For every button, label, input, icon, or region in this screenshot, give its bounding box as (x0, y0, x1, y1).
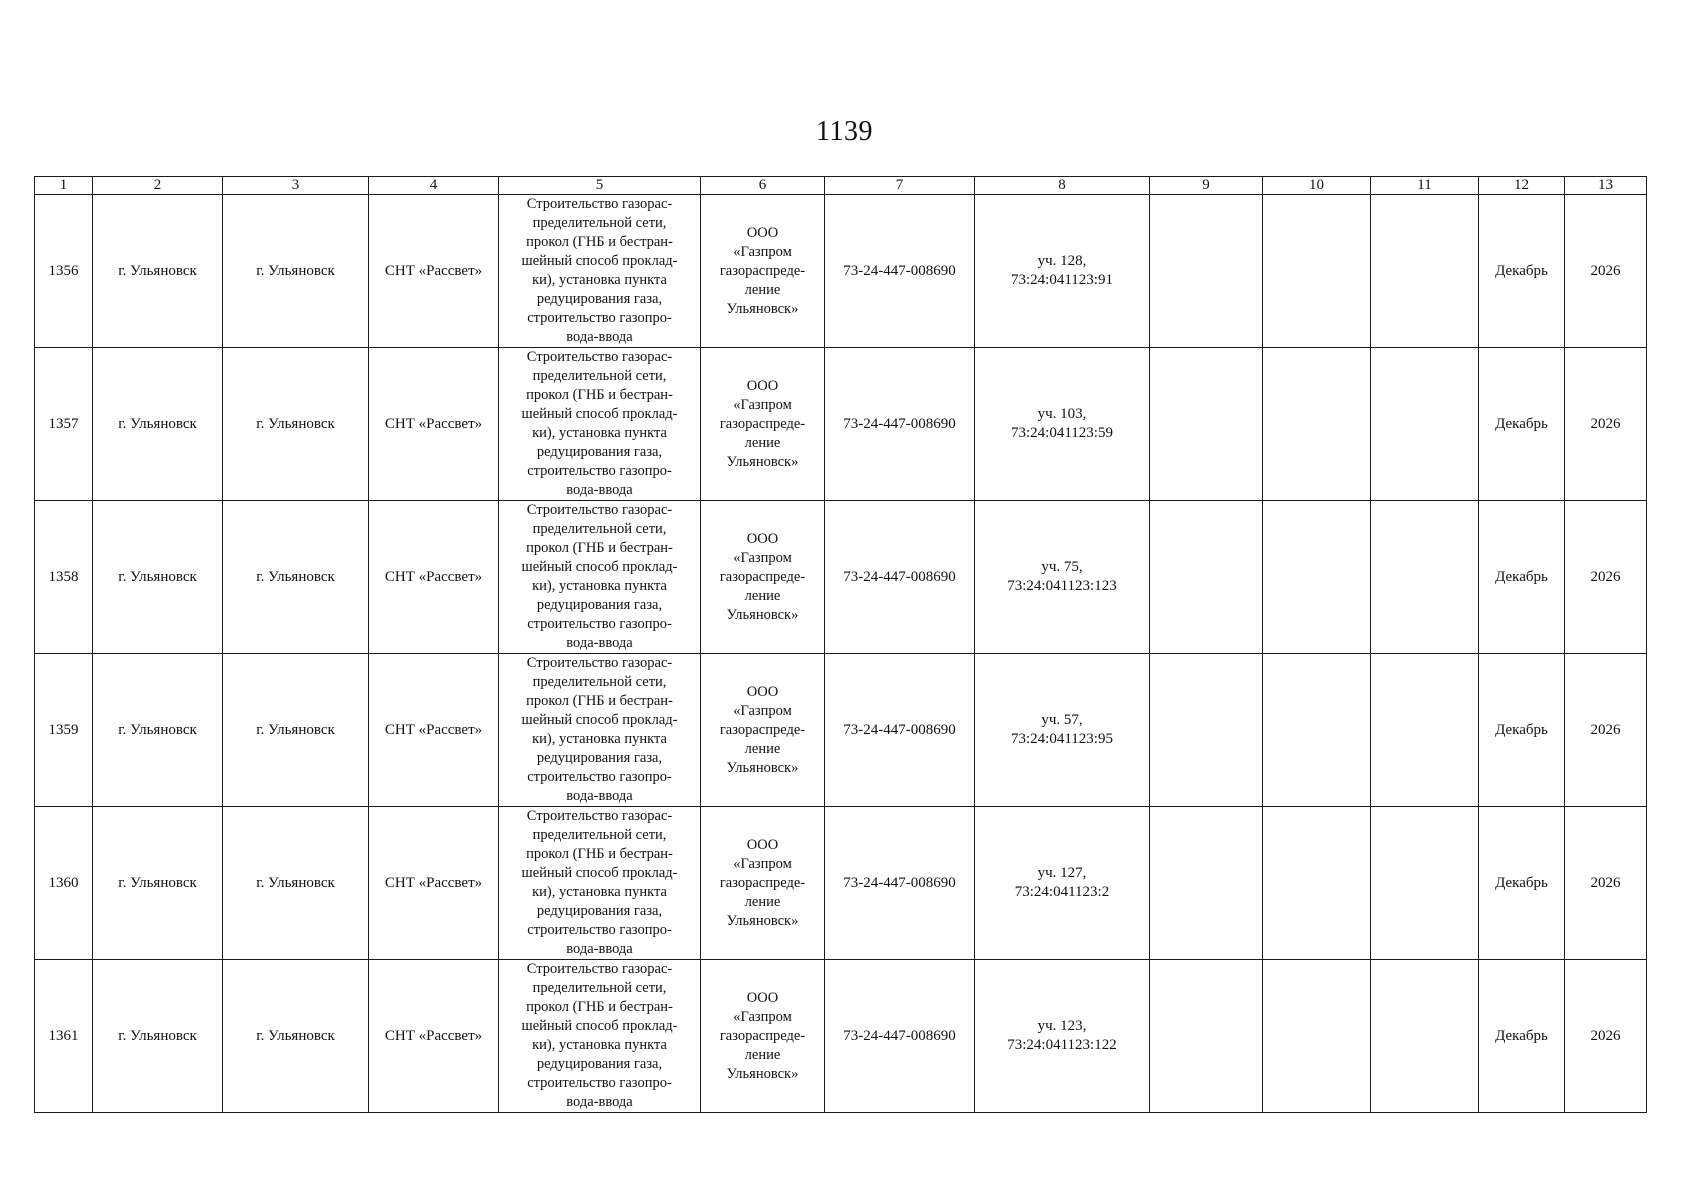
cell-work-description-line: Строительство газорас- (526, 655, 673, 671)
cell-organization-line: «Газпром (733, 243, 792, 260)
cell-work-description-line: шейный способ проклад- (521, 406, 678, 422)
cell-work-description-line: редуцирования газа, (536, 1056, 663, 1072)
cell-settlement: г. Ульяновск (223, 960, 369, 1113)
cell-plot-line: уч. 75, (1041, 559, 1083, 575)
cell-work-description-line: прокол (ГНБ и бестран- (526, 540, 673, 556)
column-header: 3 (223, 177, 369, 195)
cell-locality: СНТ «Рассвет» (369, 654, 499, 807)
cell-organization-line: газораспреде- (719, 262, 806, 279)
cell-work-description-line: шейный способ проклад- (521, 865, 678, 881)
cell-plot (975, 654, 1150, 807)
table-row (35, 348, 1647, 501)
cell-work-description-line: вода-ввода (566, 1094, 633, 1110)
cell-work-description-line: Строительство газорас- (526, 808, 673, 824)
cell-col10 (1263, 348, 1371, 501)
cell-plot-line: уч. 57, (1041, 712, 1083, 728)
cell-municipality: г. Ульяновск (93, 807, 223, 960)
cell-work-description (499, 348, 701, 501)
cell-year: 2026 (1565, 195, 1647, 348)
cell-plot (975, 960, 1150, 1113)
cell-locality: СНТ «Рассвет» (369, 807, 499, 960)
cell-year: 2026 (1565, 960, 1647, 1113)
cell-year: 2026 (1565, 348, 1647, 501)
cell-municipality: г. Ульяновск (93, 960, 223, 1113)
cell-municipality: г. Ульяновск (93, 501, 223, 654)
cell-work-description-line: строительство газопро- (527, 310, 672, 326)
cell-work-description-line: пределительной сети, (532, 827, 667, 843)
cell-organization-line: газораспреде- (719, 721, 806, 738)
cell-organization-line: ООО (746, 530, 779, 547)
cell-work-description-line: пределительной сети, (532, 215, 667, 231)
cell-work-description-line: шейный способ проклад- (521, 712, 678, 728)
header-row (35, 177, 1647, 195)
column-header: 5 (499, 177, 701, 195)
cell-work-description-line: строительство газопро- (527, 616, 672, 632)
column-header: 9 (1150, 177, 1263, 195)
cell-program-code: 73-24-447-008690 (825, 348, 975, 501)
cell-col10 (1263, 807, 1371, 960)
cell-year: 2026 (1565, 807, 1647, 960)
cell-work-description-line: Строительство газорас- (526, 196, 673, 212)
cell-work-description (499, 654, 701, 807)
cell-col11 (1371, 807, 1479, 960)
cell-program-code: 73-24-447-008690 (825, 807, 975, 960)
cell-month: Декабрь (1479, 807, 1565, 960)
cell-work-description-line: редуцирования газа, (536, 597, 663, 613)
cell-col9 (1150, 807, 1263, 960)
cell-work-description-line: ки), установка пункта (532, 1037, 667, 1053)
cell-organization-line: ление (744, 1046, 781, 1063)
cell-organization-line: ООО (746, 989, 779, 1006)
column-header: 6 (701, 177, 825, 195)
cell-organization (701, 960, 825, 1113)
cell-organization (701, 807, 825, 960)
cell-work-description-line: шейный способ проклад- (521, 1018, 678, 1034)
cell-organization-line: Ульяновск» (726, 912, 799, 929)
cell-number: 1357 (35, 348, 93, 501)
column-header: 13 (1565, 177, 1647, 195)
cell-col10 (1263, 960, 1371, 1113)
cell-work-description-line: редуцирования газа, (536, 750, 663, 766)
cell-work-description-line: строительство газопро- (527, 1075, 672, 1091)
table-row (35, 807, 1647, 960)
cell-work-description-line: вода-ввода (566, 635, 633, 651)
cell-work-description-line: редуцирования газа, (536, 291, 663, 307)
cell-organization (701, 501, 825, 654)
cell-organization-line: ООО (746, 377, 779, 394)
cell-work-description-line: редуцирования газа, (536, 903, 663, 919)
column-header: 8 (975, 177, 1150, 195)
cell-organization-line: «Газпром (733, 549, 792, 566)
cell-work-description-line: прокол (ГНБ и бестран- (526, 234, 673, 250)
cell-plot (975, 195, 1150, 348)
cell-program-code: 73-24-447-008690 (825, 654, 975, 807)
column-header: 10 (1263, 177, 1371, 195)
cell-settlement: г. Ульяновск (223, 654, 369, 807)
cell-work-description (499, 195, 701, 348)
cell-plot (975, 807, 1150, 960)
cell-work-description-line: редуцирования газа, (536, 444, 663, 460)
cell-work-description-line: пределительной сети, (532, 368, 667, 384)
cell-organization-line: ООО (746, 683, 779, 700)
cell-number: 1356 (35, 195, 93, 348)
cell-number: 1359 (35, 654, 93, 807)
cell-number: 1360 (35, 807, 93, 960)
cell-work-description-line: вода-ввода (566, 941, 633, 957)
cell-plot-line: уч. 127, (1037, 865, 1087, 881)
cell-settlement: г. Ульяновск (223, 348, 369, 501)
cell-plot (975, 348, 1150, 501)
cell-organization-line: Ульяновск» (726, 759, 799, 776)
cell-plot-line: 73:24:041123:95 (1011, 731, 1113, 747)
cell-organization-line: Ульяновск» (726, 453, 799, 470)
cell-organization-line: ление (744, 893, 781, 910)
cell-plot-line: 73:24:041123:59 (1011, 425, 1113, 441)
cell-work-description (499, 960, 701, 1113)
cell-work-description-line: ки), установка пункта (532, 578, 667, 594)
cell-month: Декабрь (1479, 195, 1565, 348)
cell-organization-line: газораспреде- (719, 415, 806, 432)
cell-work-description-line: вода-ввода (566, 788, 633, 804)
cell-program-code: 73-24-447-008690 (825, 960, 975, 1113)
cell-settlement: г. Ульяновск (223, 501, 369, 654)
cell-program-code: 73-24-447-008690 (825, 195, 975, 348)
cell-plot-line: уч. 123, (1037, 1018, 1087, 1034)
cell-work-description-line: Строительство газорас- (526, 961, 673, 977)
cell-work-description-line: шейный способ проклад- (521, 559, 678, 575)
cell-work-description-line: пределительной сети, (532, 674, 667, 690)
cell-settlement: г. Ульяновск (223, 195, 369, 348)
cell-month: Декабрь (1479, 654, 1565, 807)
cell-year: 2026 (1565, 501, 1647, 654)
cell-work-description-line: шейный способ проклад- (521, 253, 678, 269)
cell-organization-line: ООО (746, 224, 779, 241)
cell-work-description (499, 501, 701, 654)
cell-work-description-line: пределительной сети, (532, 521, 667, 537)
cell-locality: СНТ «Рассвет» (369, 960, 499, 1113)
cell-organization-line: газораспреде- (719, 874, 806, 891)
cell-col9 (1150, 195, 1263, 348)
cell-year: 2026 (1565, 654, 1647, 807)
cell-organization-line: «Газпром (733, 855, 792, 872)
cell-col9 (1150, 654, 1263, 807)
cell-program-code: 73-24-447-008690 (825, 501, 975, 654)
cell-work-description-line: прокол (ГНБ и бестран- (526, 846, 673, 862)
cell-work-description (499, 807, 701, 960)
cell-municipality: г. Ульяновск (93, 348, 223, 501)
cell-organization-line: ООО (746, 836, 779, 853)
cell-organization (701, 348, 825, 501)
cell-col11 (1371, 348, 1479, 501)
cell-col10 (1263, 501, 1371, 654)
column-header: 7 (825, 177, 975, 195)
cell-month: Декабрь (1479, 501, 1565, 654)
cell-col9 (1150, 348, 1263, 501)
cell-work-description-line: ки), установка пункта (532, 731, 667, 747)
cell-work-description-line: строительство газопро- (527, 463, 672, 479)
cell-organization-line: ление (744, 587, 781, 604)
table-row (35, 960, 1647, 1113)
cell-plot-line: 73:24:041123:123 (1007, 578, 1117, 594)
table-row (35, 501, 1647, 654)
cell-locality: СНТ «Рассвет» (369, 348, 499, 501)
cell-organization-line: Ульяновск» (726, 606, 799, 623)
table-row (35, 654, 1647, 807)
cell-month: Декабрь (1479, 348, 1565, 501)
cell-col10 (1263, 195, 1371, 348)
cell-work-description-line: ки), установка пункта (532, 884, 667, 900)
column-header: 12 (1479, 177, 1565, 195)
cell-plot (975, 501, 1150, 654)
cell-organization-line: газораспреде- (719, 568, 806, 585)
cell-plot-line: уч. 128, (1037, 253, 1087, 269)
column-header: 1 (35, 177, 93, 195)
cell-col9 (1150, 960, 1263, 1113)
cell-work-description-line: ки), установка пункта (532, 272, 667, 288)
cell-work-description-line: прокол (ГНБ и бестран- (526, 999, 673, 1015)
cell-organization-line: ление (744, 740, 781, 757)
cell-municipality: г. Ульяновск (93, 654, 223, 807)
cell-col11 (1371, 960, 1479, 1113)
cell-organization-line: «Газпром (733, 1008, 792, 1025)
register-table (34, 176, 1647, 1113)
cell-organization-line: Ульяновск» (726, 1065, 799, 1082)
cell-municipality: г. Ульяновск (93, 195, 223, 348)
cell-work-description-line: строительство газопро- (527, 769, 672, 785)
cell-organization (701, 195, 825, 348)
cell-plot-line: уч. 103, (1037, 406, 1087, 422)
cell-number: 1358 (35, 501, 93, 654)
cell-col9 (1150, 501, 1263, 654)
cell-plot-line: 73:24:041123:2 (1014, 884, 1110, 900)
cell-work-description-line: Строительство газорас- (526, 502, 673, 518)
cell-locality: СНТ «Рассвет» (369, 501, 499, 654)
cell-organization (701, 654, 825, 807)
cell-organization-line: Ульяновск» (726, 300, 799, 317)
cell-settlement: г. Ульяновск (223, 807, 369, 960)
cell-work-description-line: вода-ввода (566, 482, 633, 498)
cell-number: 1361 (35, 960, 93, 1113)
cell-month: Декабрь (1479, 960, 1565, 1113)
cell-organization-line: «Газпром (733, 396, 792, 413)
cell-work-description-line: вода-ввода (566, 329, 633, 345)
cell-plot-line: 73:24:041123:91 (1011, 272, 1113, 288)
table-body (35, 195, 1647, 1113)
column-header: 2 (93, 177, 223, 195)
cell-locality: СНТ «Рассвет» (369, 195, 499, 348)
cell-col11 (1371, 654, 1479, 807)
cell-col11 (1371, 501, 1479, 654)
cell-work-description-line: ки), установка пункта (532, 425, 667, 441)
cell-organization-line: ление (744, 281, 781, 298)
cell-col11 (1371, 195, 1479, 348)
table-row (35, 195, 1647, 348)
cell-organization-line: ление (744, 434, 781, 451)
cell-work-description-line: Строительство газорас- (526, 349, 673, 365)
page-number: 1139 (816, 116, 873, 147)
cell-work-description-line: прокол (ГНБ и бестран- (526, 387, 673, 403)
column-header: 4 (369, 177, 499, 195)
cell-work-description-line: прокол (ГНБ и бестран- (526, 693, 673, 709)
cell-work-description-line: строительство газопро- (527, 922, 672, 938)
cell-organization-line: «Газпром (733, 702, 792, 719)
cell-work-description-line: пределительной сети, (532, 980, 667, 996)
cell-organization-line: газораспреде- (719, 1027, 806, 1044)
column-header: 11 (1371, 177, 1479, 195)
cell-plot-line: 73:24:041123:122 (1007, 1037, 1117, 1053)
cell-col10 (1263, 654, 1371, 807)
